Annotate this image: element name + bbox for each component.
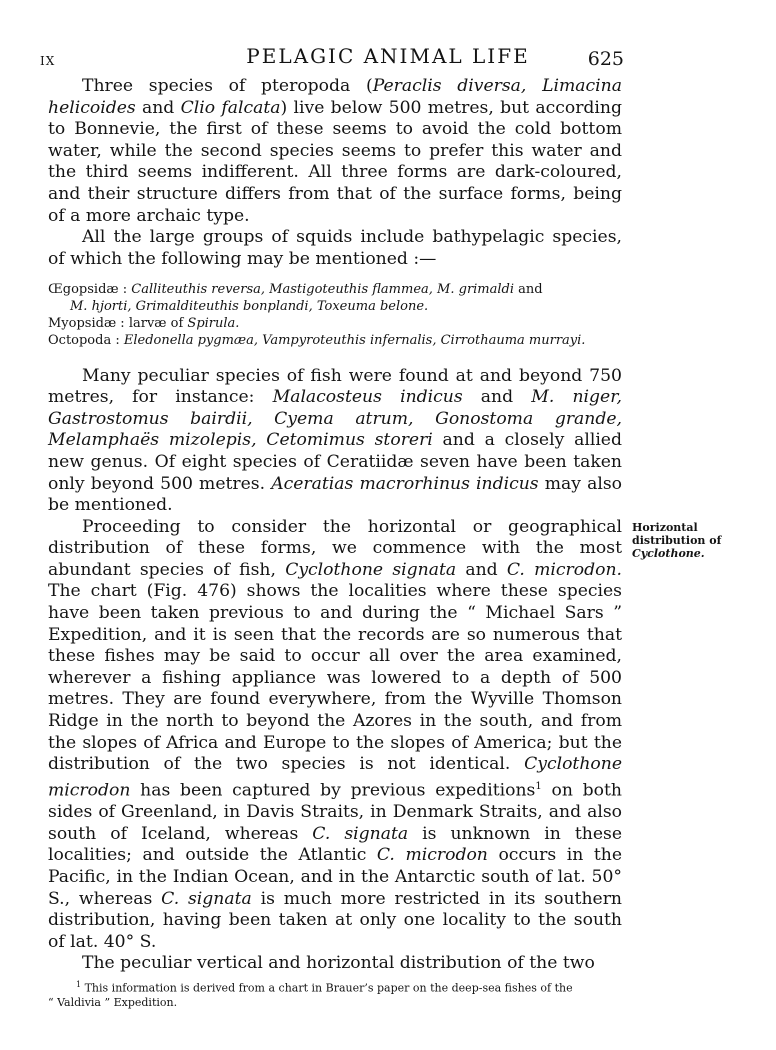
footnote-mark: 1 <box>76 980 82 989</box>
chapter-number: IX <box>40 54 56 68</box>
myopsidae-entry: Myopsidæ : larvæ of Spirula. <box>48 315 240 331</box>
paragraph-horizontal-distribution: Proceeding to consider the horizontal or geographical distribution of these forms, we commence with the most abundant species of fish, Cyclothone signata and C. microdon. The chart (Fig. 476) shows the localities where these species have been taken previous to and during the “ Michael Sars ” Expedition, and it is seen that the records are so numerous that these fishes may be said to occur all over the area examined, wherever a fishing appliance was lowered to a depth of 500 metres. They are found everywhere, from the Wyville Thomson Ridge in the north to beyond the Azores in the south, and from the slopes of Africa and Europe to the slopes of America; but the distribution of the two species is not identical. Cyclothone microdon has been captured by previous expeditions$^1$ on both sides of Greenland, in Davis Straits, in Denmark Straits, and also south of Iceland, whereas C. signata is unknown in these localities; and outside the Atlantic C. microdon occurs in the Pacific, in the Indian Ocean, and in the Antarctic south of lat. 50° S., whereas C. signata is much more restricted in its southern distribution, having been taken at only one locality to the south of lat. 40° S. <box>48 516 623 952</box>
margin-note: Horizontal distribution of Cyclothone. <box>632 521 722 560</box>
footnote-ref[interactable]: 1 <box>535 780 542 792</box>
paragraph-fish: Many peculiar species of fish were found at and beyond 750 metres, for instance: Malacosteus indicus and M. niger, Gastrostomus bairdii, Cyema atrum, Gonostoma grande, Melamphaës mizolepis, Cetomimus storeri and a closely allied new genus. Of eight species of Ceratiidæ seven have been taken only beyond 500 metres. Aceratias macrorhinus indicus may also be mentioned. <box>48 365 623 516</box>
species-list <box>48 282 622 349</box>
paragraph-peculiar: The peculiar vertical and horizontal distribution of the two <box>82 953 595 974</box>
page-number: 625 <box>587 48 624 70</box>
oegopsidae-entry: Œgopsidæ : Calliteuthis reversa, Mastigoteuthis flammea, M. grimaldi and <box>48 282 543 298</box>
running-title: PELAGIC ANIMAL LIFE <box>246 44 530 68</box>
oegopsidae-entry-cont: M. hjorti, Grimalditeuthis bonplandi, Toxeuma belone. <box>70 299 429 315</box>
paragraph-squids: All the large groups of squids include bathypelagic species, of which the following may be mentioned :— <box>48 227 622 269</box>
octopoda-entry: Octopoda : Eledonella pygmæa, Vampyroteuthis infernalis, Cirrothauma murrayi. <box>48 332 586 348</box>
footnote: $^1$ This information is derived from a chart in Brauer’s paper on the deep-sea fishes of the “ Valdivia ” Expedition. <box>48 980 573 1009</box>
paragraph-pteropoda: Three species of pteropoda (Peraclis diversa, Limacina helicoides and Clio falcata) live below 500 metres, but according to Bonnevie, the first of these seems to avoid the cold bottom water, while the second species seems to prefer this water and the third seems indifferent. All three forms are dark-coloured, and their structure differs from that of the surface forms, being of a more archaic type. <box>48 76 623 226</box>
running-header <box>0 44 776 74</box>
body-text <box>48 76 622 975</box>
